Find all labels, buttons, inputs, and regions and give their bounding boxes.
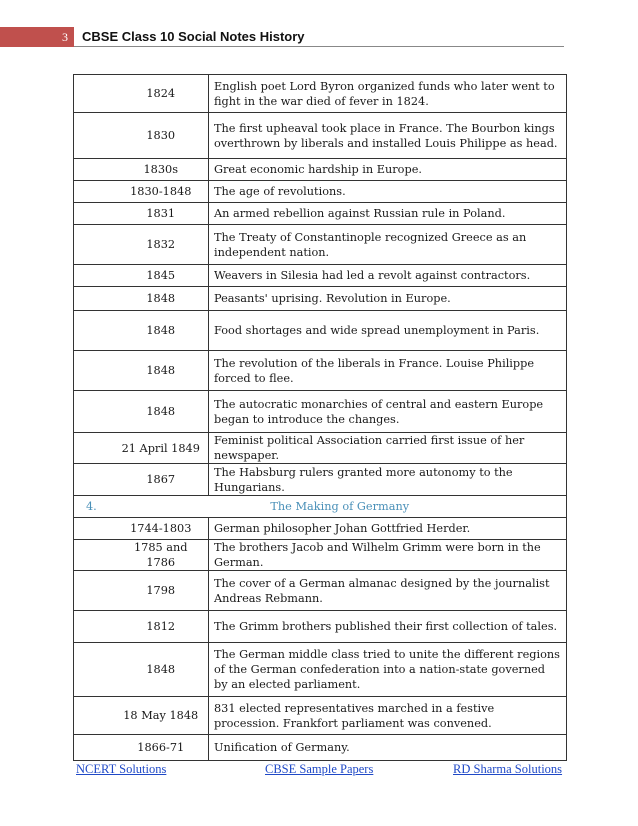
date-cell: 1867 — [114, 464, 209, 496]
event-cell: English poet Lord Byron organized funds who later went to fight in the war died of fever in 1824. — [209, 75, 567, 113]
date-cell: 1848 — [114, 643, 209, 697]
section-number: 4. — [74, 496, 114, 518]
table-row — [74, 181, 567, 203]
event-cell: Peasants' uprising. Revolution in Europe. — [209, 287, 567, 311]
section-header-row — [74, 496, 567, 518]
table-row — [74, 203, 567, 225]
section-title: The Making of Germany — [114, 496, 567, 518]
event-cell: The cover of a German almanac designed by the journalist Andreas Rebmann. — [209, 571, 567, 611]
table-row — [74, 391, 567, 433]
event-cell: The age of revolutions. — [209, 181, 567, 203]
event-cell: Great economic hardship in Europe. — [209, 159, 567, 181]
event-cell: The brothers Jacob and Wilhelm Grimm were born in the German. — [209, 540, 567, 571]
date-cell: 1812 — [114, 611, 209, 643]
page-footer — [0, 762, 638, 780]
page-number: 3 — [0, 27, 74, 47]
event-cell: Unification of Germany. — [209, 735, 567, 761]
event-cell: 831 elected representatives marched in a festive procession. Frankfort parliament was convened. — [209, 697, 567, 735]
ncert-solutions-link[interactable]: NCERT Solutions — [76, 762, 167, 776]
cbse-sample-papers-link[interactable]: CBSE Sample Papers — [265, 762, 374, 776]
event-cell: An armed rebellion against Russian rule in Poland. — [209, 203, 567, 225]
date-cell: 1866-71 — [114, 735, 209, 761]
date-cell: 1744-1803 — [114, 518, 209, 540]
rd-sharma-solutions-link[interactable]: RD Sharma Solutions — [453, 762, 563, 776]
table-row — [74, 611, 567, 643]
event-cell: The German middle class tried to unite the different regions of the German confederation into a nation-state governed by an elected parliament. — [209, 643, 567, 697]
date-cell: 1848 — [114, 391, 209, 433]
page-title: CBSE Class 10 Social Notes History — [82, 29, 305, 44]
table-row — [74, 697, 567, 735]
date-cell: 21 April 1849 — [114, 433, 209, 464]
event-cell: The revolution of the liberals in France. Louise Philippe forced to flee. — [209, 351, 567, 391]
date-cell: 1830s — [114, 159, 209, 181]
date-cell: 1785 and 1786 — [114, 540, 209, 571]
date-cell: 1848 — [114, 287, 209, 311]
event-cell: The Treaty of Constantinople recognized Greece as an independent nation. — [209, 225, 567, 265]
event-cell: Food shortages and wide spread unemployment in Paris. — [209, 311, 567, 351]
table-row — [74, 735, 567, 761]
table-row — [74, 464, 567, 496]
table-row — [74, 351, 567, 391]
date-cell: 1848 — [114, 351, 209, 391]
event-cell: Weavers in Silesia had led a revolt against contractors. — [209, 265, 567, 287]
event-cell: The Habsburg rulers granted more autonomy to the Hungarians. — [209, 464, 567, 496]
table-row — [74, 433, 567, 464]
date-cell: 1848 — [114, 311, 209, 351]
table-row — [74, 540, 567, 571]
table-row — [74, 225, 567, 265]
table-row — [74, 75, 567, 113]
date-cell: 1831 — [114, 203, 209, 225]
timeline-table — [73, 74, 567, 761]
date-cell: 18 May 1848 — [114, 697, 209, 735]
table-row — [74, 287, 567, 311]
event-cell: Feminist political Association carried first issue of her newspaper. — [209, 433, 567, 464]
date-cell: 1798 — [114, 571, 209, 611]
header-divider — [74, 46, 564, 47]
event-cell: The first upheaval took place in France. The Bourbon kings overthrown by liberals and installed Louis Philippe as head. — [209, 113, 567, 159]
event-cell: The autocratic monarchies of central and eastern Europe began to introduce the changes. — [209, 391, 567, 433]
date-cell: 1830 — [114, 113, 209, 159]
date-cell: 1845 — [114, 265, 209, 287]
date-cell: 1830-1848 — [114, 181, 209, 203]
table-row — [74, 159, 567, 181]
table-row — [74, 571, 567, 611]
date-cell: 1832 — [114, 225, 209, 265]
table-row — [74, 311, 567, 351]
date-cell: 1824 — [114, 75, 209, 113]
table-row — [74, 265, 567, 287]
event-cell: The Grimm brothers published their first collection of tales. — [209, 611, 567, 643]
event-cell: German philosopher Johan Gottfried Herder. — [209, 518, 567, 540]
table-row — [74, 518, 567, 540]
table-row — [74, 643, 567, 697]
table-row — [74, 113, 567, 159]
